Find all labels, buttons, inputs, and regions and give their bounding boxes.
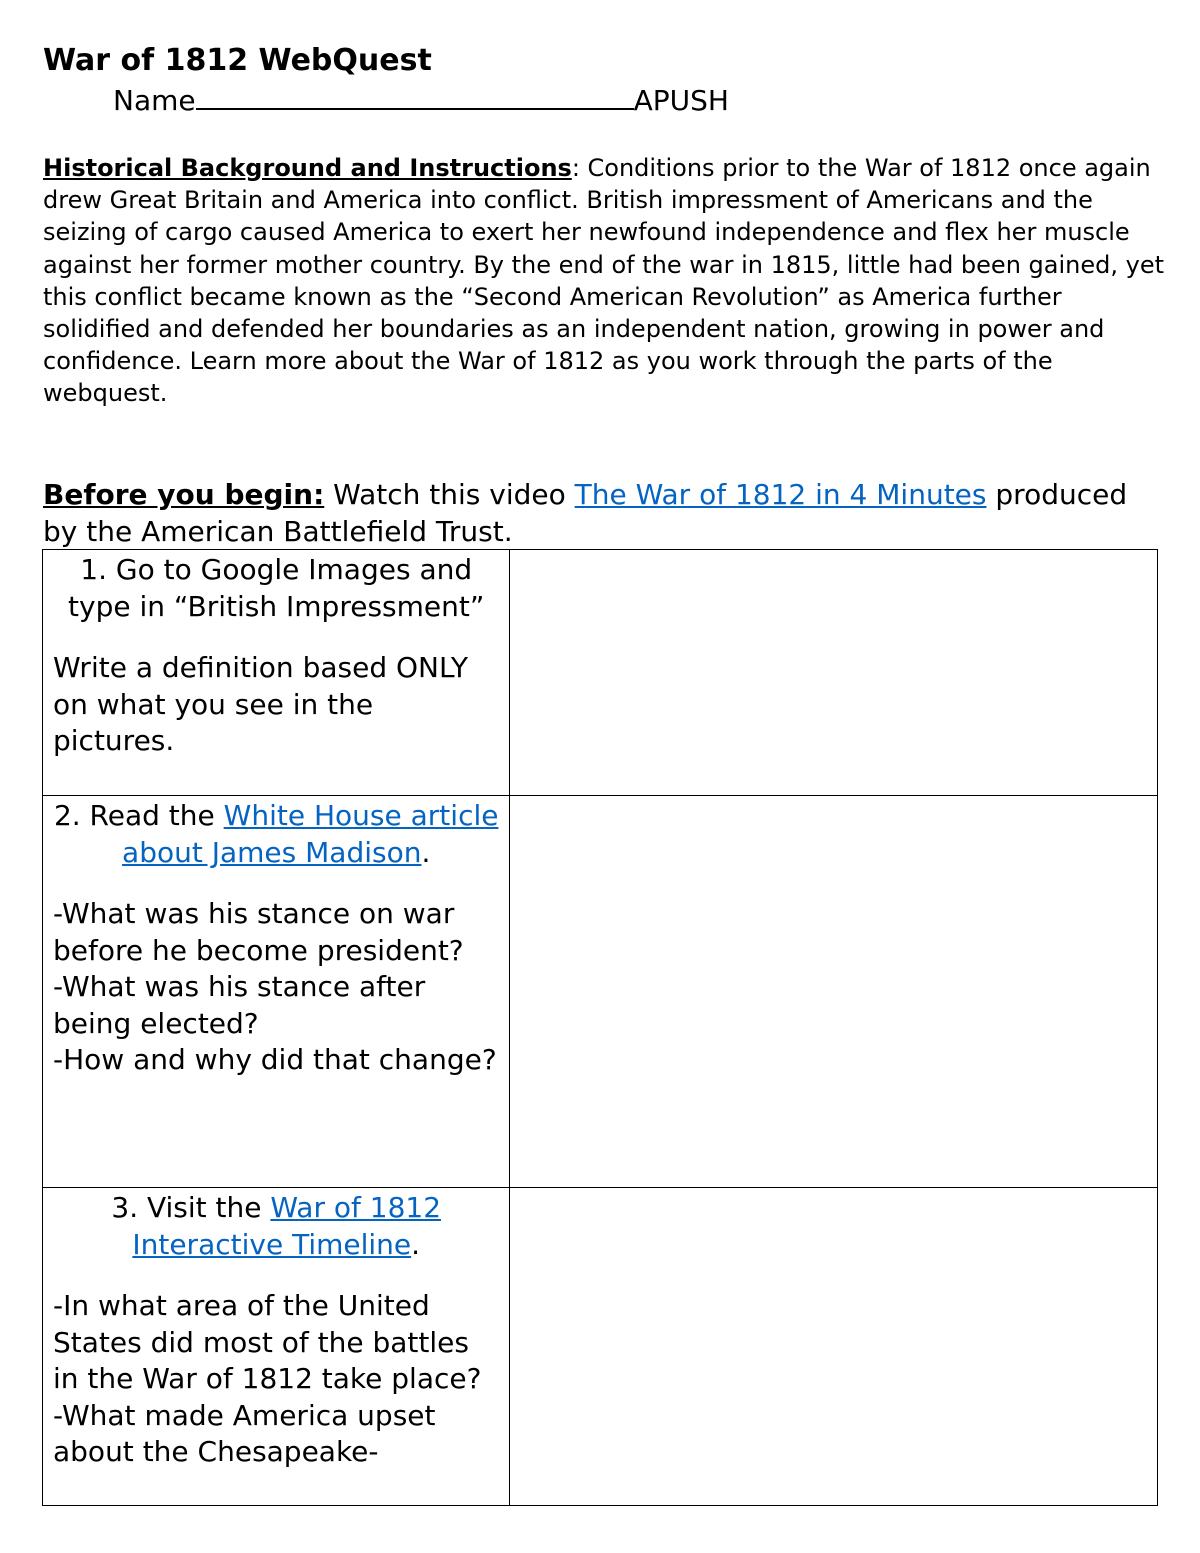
table-row [43, 1188, 1158, 1506]
question-2-instruction [53, 798, 499, 871]
question-3-line-1: -In what area of the United States did most of the battles in the War of 1812 take place? [53, 1289, 482, 1395]
interactive-timeline-link[interactable]: War of 1812 Interactive Timeline [132, 1191, 442, 1261]
background-heading: Historical Background and Instructions [43, 154, 572, 182]
document-title: War of 1812 WebQuest [43, 43, 432, 78]
answer-3-field[interactable] [510, 1188, 1158, 1506]
background-paragraph [43, 152, 1168, 410]
before-begin-text: Watch this video [324, 478, 575, 511]
name-blank-field[interactable] [196, 82, 634, 110]
before-begin-paragraph [43, 476, 1168, 550]
question-1-cell [43, 550, 510, 796]
question-2-line-3: -How and why did that change? [53, 1043, 497, 1076]
question-1-line-1: Write a definition based ONLY on what you see in the pictures. [53, 651, 468, 757]
table-row [43, 550, 1158, 796]
question-2-line-1: -What was his stance on war before he become president? [53, 897, 464, 967]
background-text: : Conditions prior to the War of 1812 once again drew Great Britain and America into conflict. British impressment of Americans and the seizing of cargo caused America to exert her newfound independence and flex her muscle against her former mother country. By the end of the war in 1815, little had been gained, yet this conflict became known as the “Second American Revolution” as America further solidified and defended her boundaries as an independent nation, growing in power and confidence. Learn more about the War of 1812 as you work through the parts of the webquest. [43, 154, 1164, 408]
answer-2-field[interactable] [510, 796, 1158, 1188]
class-label: APUSH [633, 84, 729, 117]
question-1-instruction: 1. Go to Google Images and type in “British Impressment” [68, 553, 485, 623]
question-2-cell [43, 796, 510, 1188]
before-begin-heading: Before you begin: [43, 478, 325, 511]
question-3-prefix: 3. Visit the [111, 1191, 271, 1224]
webquest-table [42, 549, 1158, 1506]
question-2-line-2: -What was his stance after being elected? [53, 970, 426, 1040]
name-label: Name [113, 84, 196, 117]
question-3-suffix: . [411, 1227, 421, 1261]
name-line [113, 82, 729, 119]
question-3-cell [43, 1188, 510, 1506]
table-row [43, 796, 1158, 1188]
question-3-line-2: -What made America upset about the Chesapeake- [53, 1398, 436, 1468]
question-2-suffix: . [421, 835, 431, 869]
before-begin-text-after: produced by the American Battlefield Trust. [43, 478, 1128, 548]
question-3-instruction [53, 1190, 499, 1263]
answer-1-field[interactable] [510, 550, 1158, 796]
video-link[interactable]: The War of 1812 in 4 Minutes [574, 478, 987, 511]
question-2-prefix: 2. Read the [53, 799, 224, 832]
white-house-article-link[interactable]: White House article about James Madison [122, 799, 499, 869]
